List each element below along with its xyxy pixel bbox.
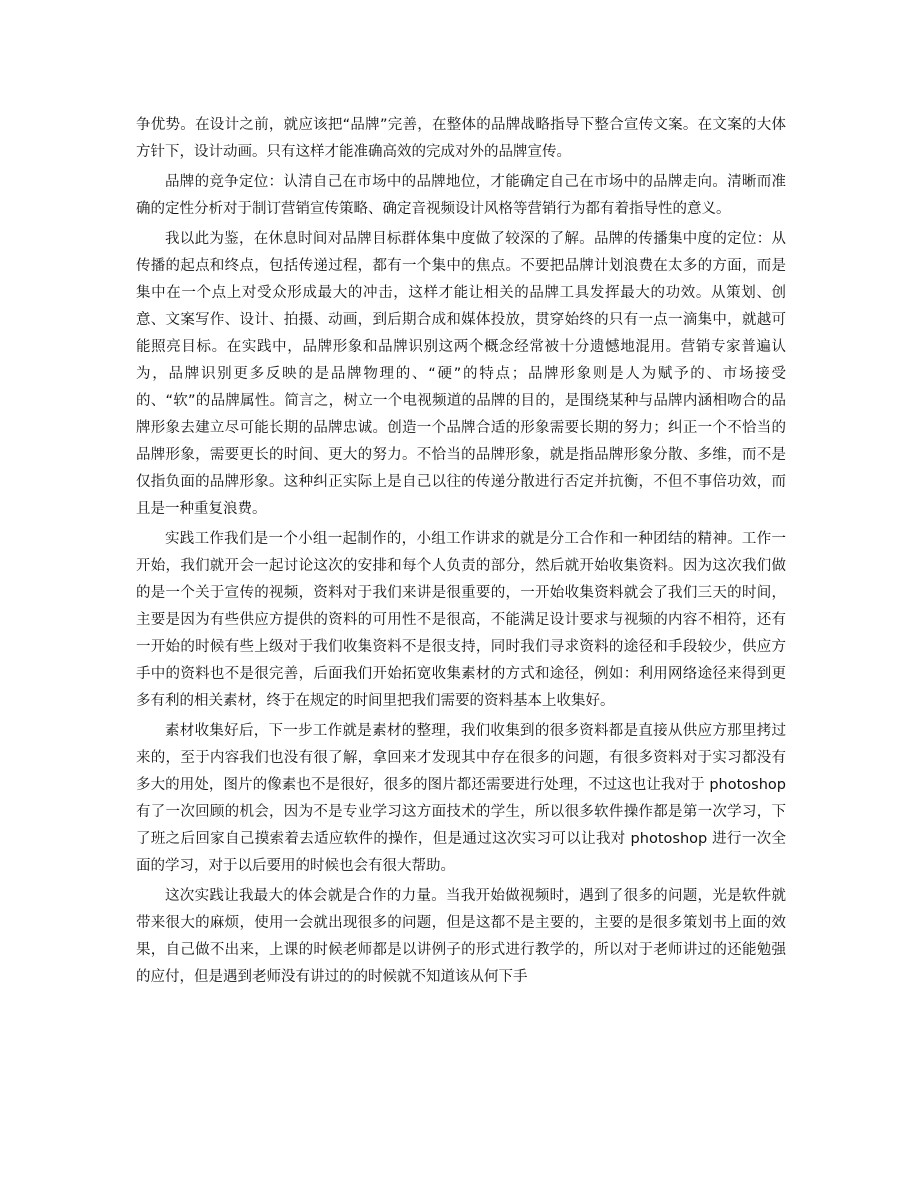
paragraph-material-organization: 素材收集好后，下一步工作就是素材的整理，我们收集到的很多资料都是直接从供应方那里拷过来的，至于内容我们也没有很了解，拿回来才发现其中存在很多的问题，有很多资料对于实习都没有多大的用处，图片的像素也不是很好，很多的图片都还需要进行处理，不过这也让我对于 photoshop 有了一次回顾的机会，因为不是专业学习这方面技术的学生，所以很多软件操作都是第一次学习，下了班之后回家自己摸索着去适应软件的操作，但是通过这次实习可以让我对 photoshop 进行一次全面的学习，对于以后要用的时候也会有很大帮助。 — [136, 723, 786, 874]
paragraph-competitive-positioning: 品牌的竞争定位：认清自己在市场中的品牌地位，才能确定自己在市场中的品牌走向。清晰而准确的定性分析对于制订营销宣传策略、确定音视频设计风格等营销行为都有着指导性的意义。 — [136, 174, 786, 217]
paragraph-brand-competitive-advantage: 争优势。在设计之前，就应该把“品牌”完善，在整体的品牌战略指导下整合宣传文案。在文案的大体方针下，设计动画。只有这样才能准确高效的完成对外的品牌宣传。 — [136, 117, 786, 160]
paragraph-brand-focus: 我以此为鉴，在休息时间对品牌目标群体集中度做了较深的了解。品牌的传播集中度的定位：从传播的起点和终点，包括传递过程，都有一个集中的焦点。不要把品牌计划浪费在太多的方面，而是集中在一个点上对受众形成最大的冲击，这样才能让相关的品牌工具发挥最大的功效。从策划、创意、文案写作、设计、拍摄、动画，到后期合成和媒体投放，贯穿始终的只有一点一滴集中，就越可能照亮目标。在实践中，品牌形象和品牌识别这两个概念经常被十分遗憾地混用。营销专家普遍认为，品牌识别更多反映的是品牌物理的、“硬”的特点；品牌形象则是人为赋予的、市场接受的、“软”的品牌属性。简言之，树立一个电视频道的品牌的目的，是围绕某种与品牌内涵相吻合的品牌形象去建立尽可能长期的品牌忠诚。创造一个品牌合适的形象需要长期的努力；纠正一个不恰当的品牌形象，需要更长的时间、更大的努力。不恰当的品牌形象，就是指品牌形象分散、多维，而不是仅指负面的品牌形象。这种纠正实际上是自己以往的传递分散进行否定并抗衡，不但不事倍功效，而且是一种重复浪费。 — [136, 231, 786, 517]
paragraph-cooperation-experience: 这次实践让我最大的体会就是合作的力量。当我开始做视频时，遇到了很多的问题，光是软件就带来很大的麻烦，使用一会就出现很多的问题，但是这都不是主要的，主要的是很多策划书上面的效果，自己做不出来，上课的时候老师都是以讲例子的形式进行教学的，所以对于老师讲过的还能勉强的应付，但是遇到老师没有讲过的的时候就不知道该从何下手 — [136, 888, 786, 985]
paragraph-teamwork: 实践工作我们是一个小组一起制作的，小组工作讲求的就是分工合作和一种团结的精神。工作一开始，我们就开会一起讨论这次的安排和每个人负责的部分，然后就开始收集资料。因为这次我们做的是一个关于宣传的视频，资料对于我们来讲是很重要的，一开始收集资料就会了我们三天的时间，主要是因为有些供应方提供的资料的可用性不是很高，不能满足设计要求与视频的内容不相符，还有一开始的时候有些上级对于我们收集资料不是很支持，同时我们寻求资料的途径和手段较少，供应方手中的资料也不是很完善，后面我们开始拓宽收集素材的方式和途径，例如：利用网络途径来得到更多有利的相关素材，终于在规定的时间里把我们需要的资料基本上收集好。 — [136, 531, 786, 709]
document-page — [136, 112, 786, 994]
